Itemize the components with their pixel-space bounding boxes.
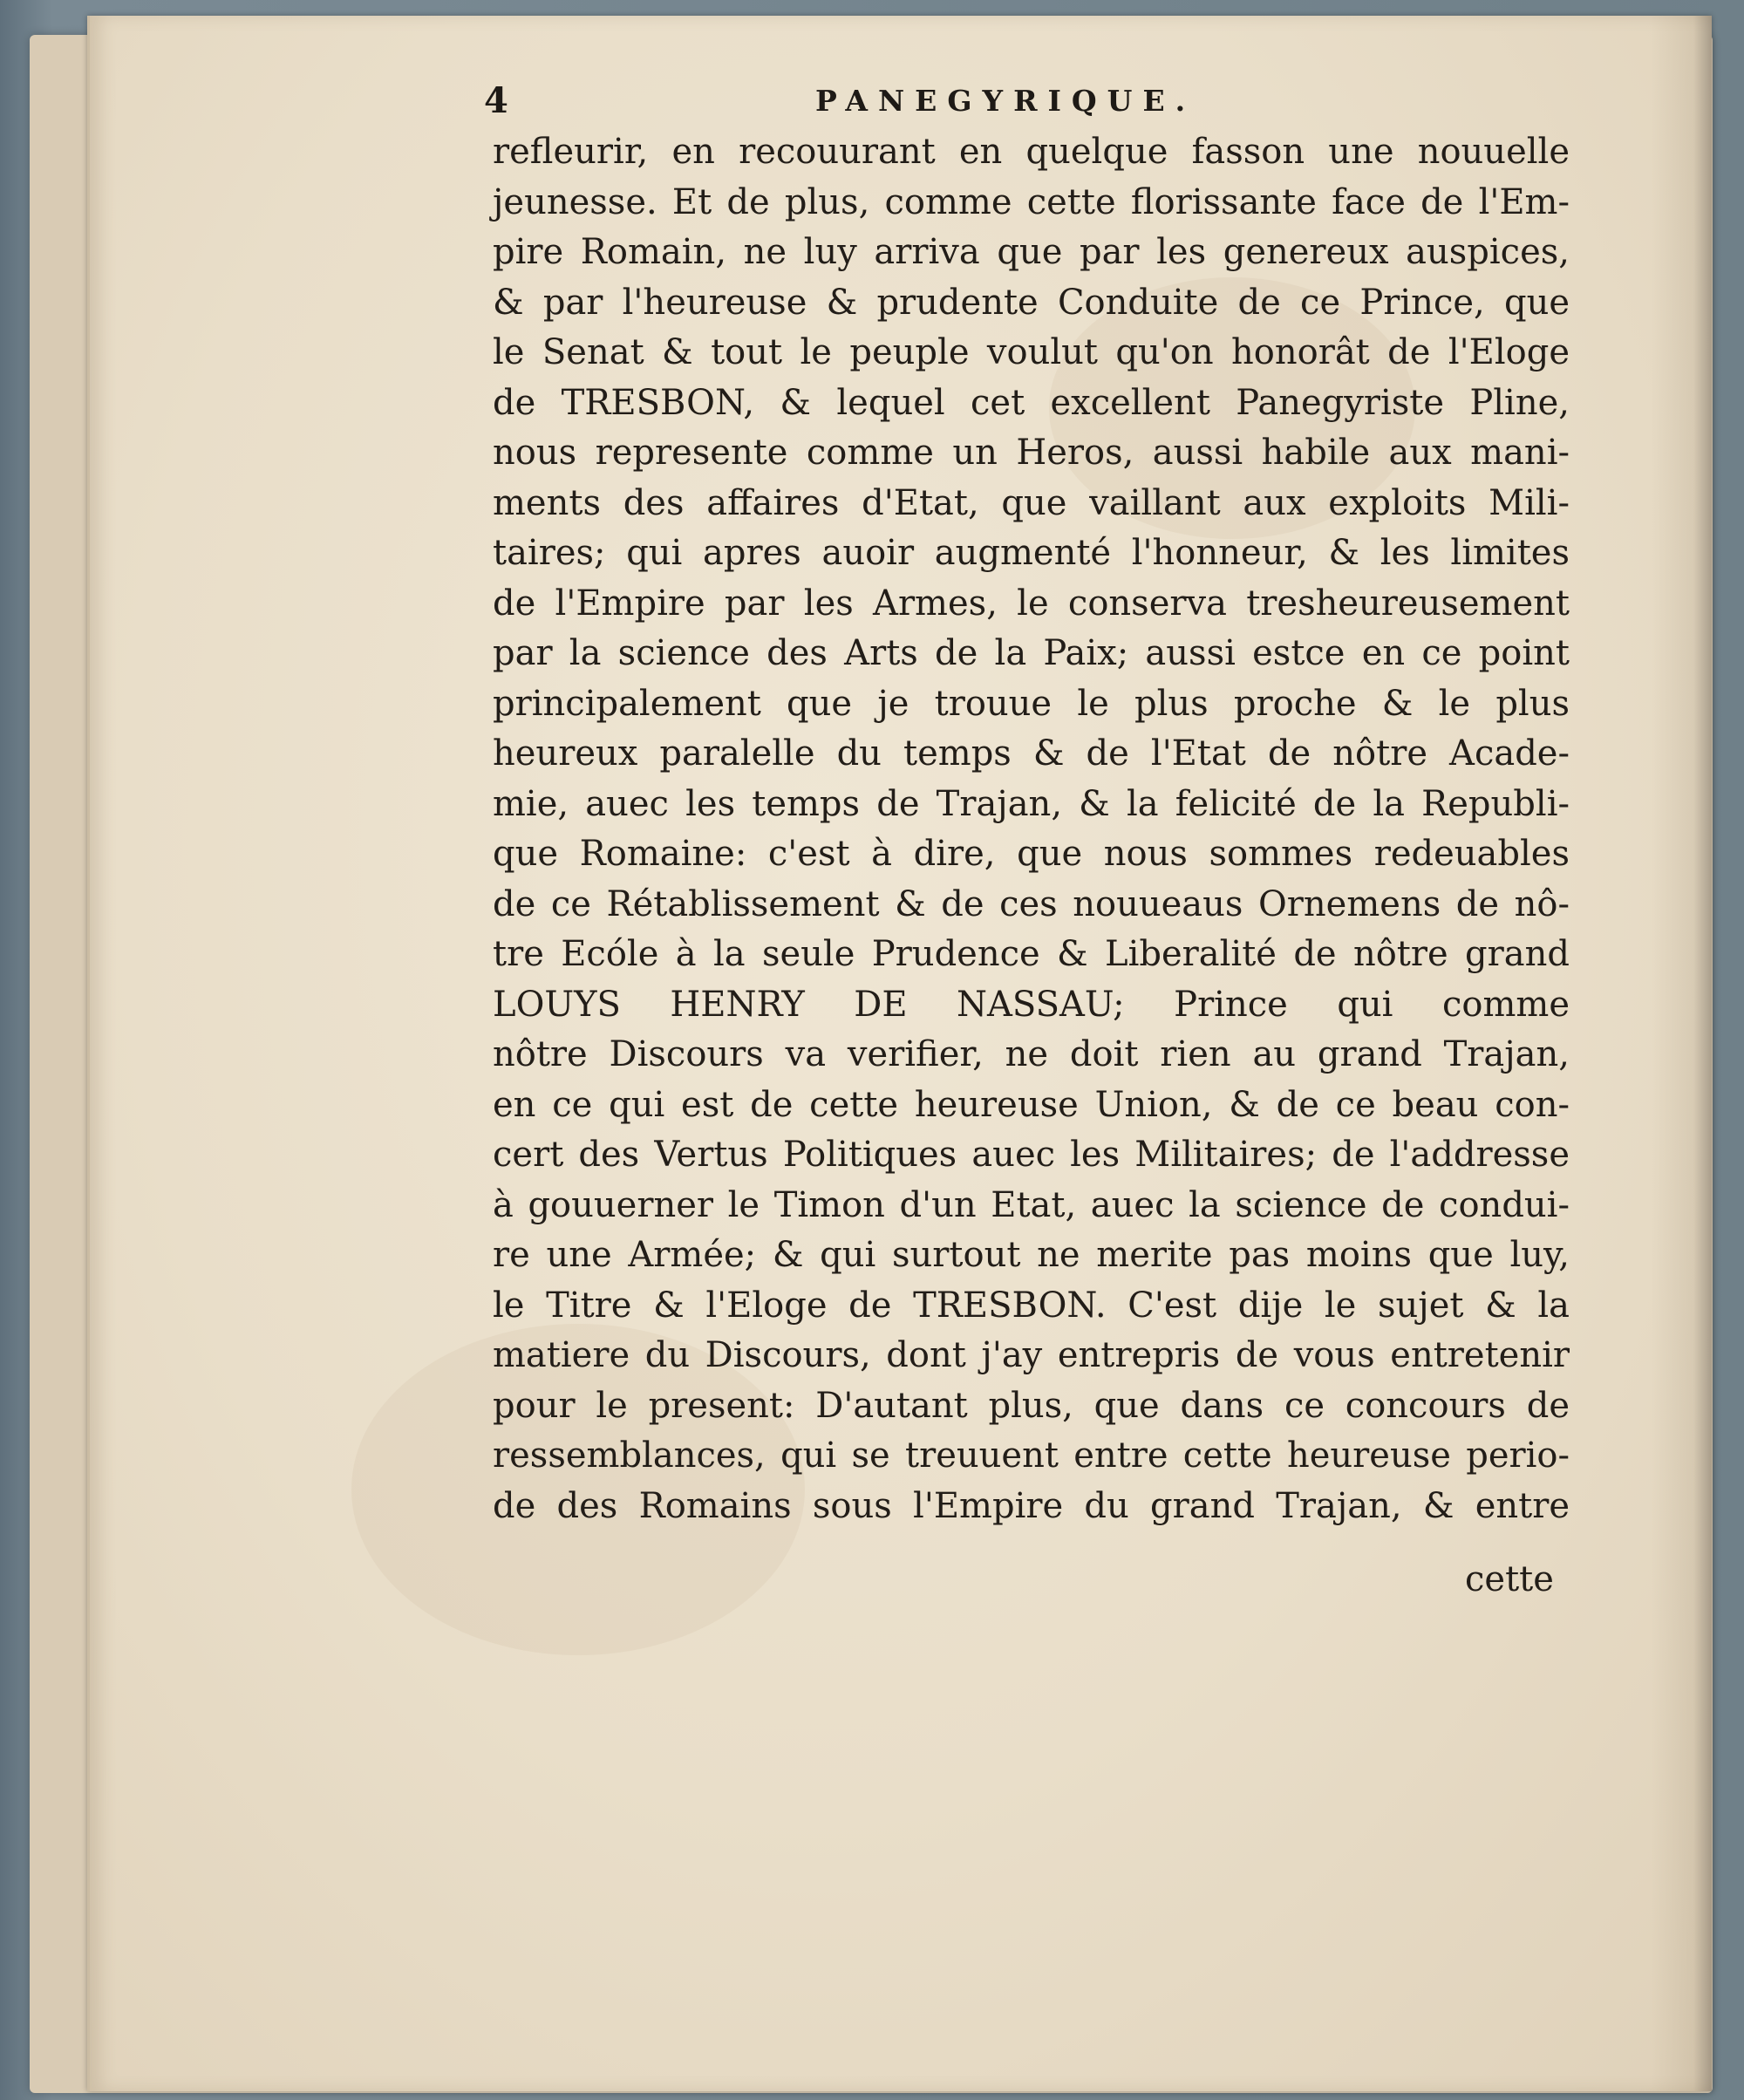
text-line: taires; qui apres auoir augmenté l'honneur, & les limites [493,533,1570,573]
text-line: par la science des Arts de la Paix; aussi estce en ce point [493,633,1570,673]
text-line: matiere du Discours, dont j'ay entrepris de vous entretenir [493,1335,1570,1375]
text-line: ressemblances, qui se treuuent entre cette heureuse perio- [493,1435,1570,1476]
running-head [484,80,1565,124]
text-line: jeunesse. Et de plus, comme cette florissante face de l'Em- [493,181,1570,222]
text-line: principalement que je trouue le plus proche & le plus [493,683,1570,724]
text-line: ments des affaires d'Etat, que vaillant aux exploits Mili- [493,482,1570,523]
text-line: à gouuerner le Timon d'un Etat, auec la science de condui- [493,1184,1570,1225]
text-line: en ce qui est de cette heureuse Union, & de ce beau con- [493,1084,1570,1125]
catchword: cette [1465,1559,1554,1599]
text-line: LOUYS HENRY DE NASSAU; Prince qui comme [493,984,1570,1025]
text-line: que Romaine: c'est à dire, que nous sommes redeuables [493,834,1570,874]
text-line: pire Romain, ne luy arriva que par les genereux auspices, [493,232,1570,272]
text-line: nous represente comme un Heros, aussi habile aux mani- [493,433,1570,473]
text-line: de TRESBON, & lequel cet excellent Panegyriste Pline, [493,382,1570,423]
text-line: de l'Empire par les Armes, le conserva tresheureusement [493,583,1570,624]
text-line: refleurir, en recouurant en quelque fasson une nouuelle [493,132,1570,172]
body-text [493,127,1570,1531]
text-line: de ce Rétablissement & de ces nouueaus Ornemens de nô- [493,883,1570,924]
page-number: 4 [484,80,508,121]
text-line: le Titre & l'Eloge de TRESBON. C'est dije le sujet & la [493,1285,1570,1326]
page-edge-shadow [1651,16,1712,2091]
header-title: PANEGYRIQUE. [815,84,1196,118]
text-line: mie, auec les temps de Trajan, & la felicité de la Republi- [493,783,1570,824]
text-line: heureux paralelle du temps & de l'Etat de nôtre Acade- [493,733,1570,774]
text-line: tre Ecóle à la seule Prudence & Liberalité de nôtre grand [493,934,1570,974]
text-line: pour le present: D'autant plus, que dans ce concours de [493,1385,1570,1426]
text-line: de des Romains sous l'Empire du grand Trajan, & entre [493,1485,1570,1526]
text-line: re une Armée; & qui surtout ne merite pas moins que luy, [493,1235,1570,1275]
text-line: & par l'heureuse & prudente Conduite de ce Prince, que [493,282,1570,323]
text-line: le Senat & tout le peuple voulut qu'on honorât de l'Eloge [493,332,1570,372]
text-line: nôtre Discours va verifier, ne doit rien au grand Trajan, [493,1034,1570,1074]
text-line: cert des Vertus Politiques auec les Militaires; de l'addresse [493,1135,1570,1175]
